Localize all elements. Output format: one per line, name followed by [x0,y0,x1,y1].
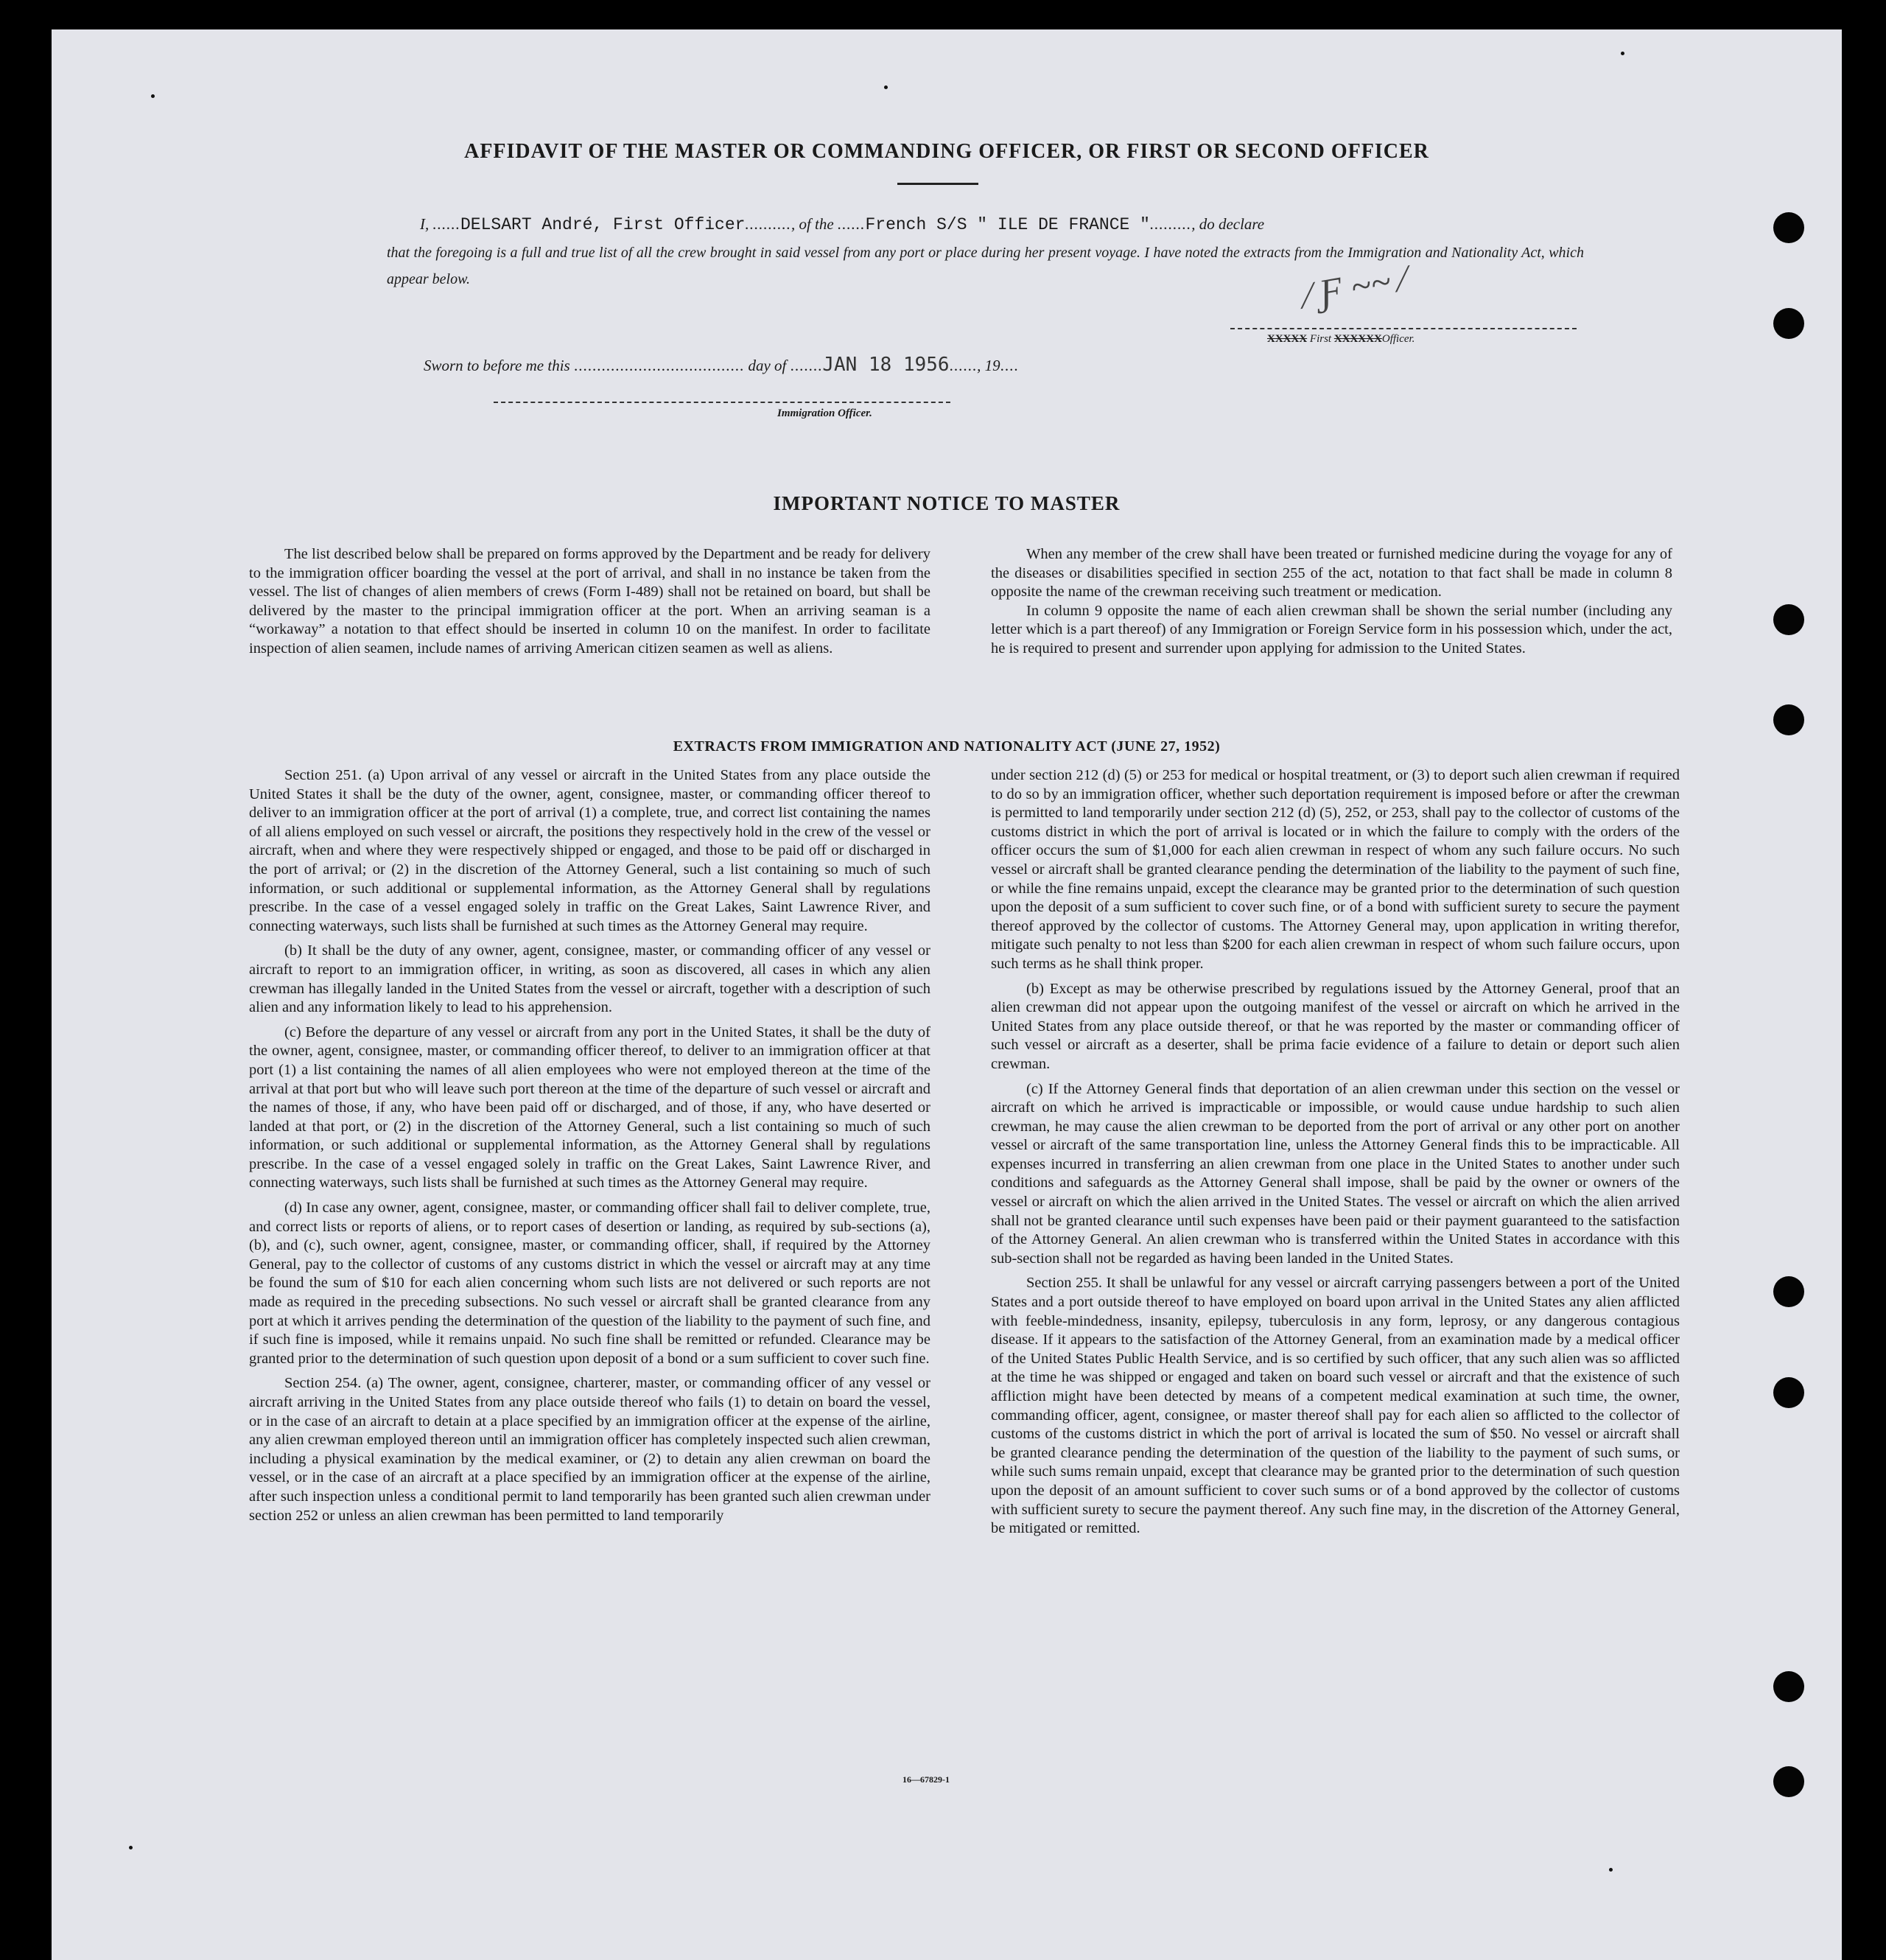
signature-caption: XXXXX First XXXXXXOfficer. [1267,333,1415,345]
punch-hole [1773,1276,1804,1307]
extracts-left-column [249,766,930,1525]
immigration-officer-line [494,402,950,403]
immigration-officer-label: Immigration Officer. [777,407,872,419]
punch-hole [1773,1671,1804,1702]
extracts-title: EXTRACTS FROM IMMIGRATION AND NATIONALITY ACT (JUNE 27, 1952) [673,738,1221,755]
extract-paragraph: (c) Before the departure of any vessel or aircraft from any port in the United States, it shall be the duty of the owner, agent, consignee, master, or commanding officer thereof, to deliver to an immigration officer at that port (1) a list containing the names of all alien employees who were not employed thereon at the time of the arrival at that port but who will leave such port thereon at the time of the departure of such vessel or aircraft and the names of those, if any, who have been paid off or discharged, and of those, if any, who have deserted or landed at that port, or (2) in the discretion of the Attorney General, such a list containing so much of such information, or such additional or supplemental information, as the Attorney General shall by regulations prescribe. In the case of a vessel engaged solely in traffic on the Great Lakes, Saint Lawrence River, and connecting waterways, such lists shall be furnished at such times as the Attorney General may require. [249,1023,930,1191]
notice-title: IMPORTANT NOTICE TO MASTER [773,492,1121,514]
notice-left-column [249,545,930,659]
i-label: I, [420,215,430,233]
extracts-right-column [991,766,1680,1539]
declaration-statement: that the foregoing is a full and true list of all the crew brought in said vessel from any port or place during her present voyage. I have noted the extracts from the Immigration and Nationality Act, which appear below. [387,245,1584,287]
scan-speck [1609,1868,1613,1872]
scan-speck [1621,52,1624,55]
form-number: 16—67829-1 [902,1774,950,1785]
extract-paragraph: (c) If the Attorney General finds that deportation of an alien crewman under this section on the vessel or aircraft on which he arrived is impracticable or impossible, or would cause undue hardship to such alien crewman, he may cause the alien crewman to be deported from the port of arrival or any other port on another vessel or aircraft of the same transportation line, unless the Attorney General finds this to be impracticable. All expenses incurred in transferring an alien crewman from one place in the United States to another under such conditions and safeguards as the Attorney General shall impose, shall be paid by the owner or owners of the vessel or aircraft on which the alien arrived in the United States. The vessel or aircraft on which the alien arrived shall not be granted clearance until such expenses have been paid or their payment guaranteed to the satisfaction of the Attorney General. An alien crewman who is transferred within the United States in accordance with this sub-section shall not be regarded as having been landed in the United States. [991,1080,1680,1267]
of-the-label: , of the [790,215,834,233]
punch-hole [1773,1766,1804,1797]
sworn-line: Sworn to before me this ..................................... day of .......JAN 18 1956......, 19.... [424,354,1019,376]
extract-paragraph: Section 254. (a) The owner, agent, consignee, charterer, master, or commanding officer of any vessel or aircraft arriving in the United States from any place outside thereof who fails (1) to detain on board the vessel, or in the case of an aircraft to detain at a place specified by an immigration officer at the expense of the airline, any alien crewman employed thereon until an immigration officer has completely inspected such alien crewman, including a physical examination by the medical examiner, or (2) to detain any alien crewman on board the vessel, or in the case of an aircraft at a place specified by an immigration officer at the expense of the airline, after such inspection unless a conditional permit to land temporarily has been granted such alien crewman under section 252 or unless an alien crewman has been permitted to land temporarily [249,1375,930,1524]
punch-hole [1773,704,1804,735]
extract-paragraph: (d) In case any owner, agent, consignee, master, or commanding officer shall fail to deliver complete, true, and correct lists or reports of aliens, or to report cases of desertion or landing, as required by sub-sections (a), (b), and (c), such owner, agent, consignee, master, or commanding officer, shall, if required by the Attorney General, pay to the collector of customs of any customs district in which the vessel or aircraft may at any time be found the sum of $10 for each alien concerning whom such lists are not delivered or such reports are not made as required in the preceding subsections. No such vessel or aircraft shall be granted clearance from any port at which it arrives pending the determination of the question of the liability to the payment of such fine, and if such fine is imposed, while it remains unpaid. No such fine shall be remitted or refunded. Clearance may be granted prior to the determination of such question upon deposit of a bond or a sum sufficient to cover such fine. [249,1200,930,1367]
extract-paragraph: under section 212 (d) (5) or 253 for medical or hospital treatment, or (3) to deport such alien crewman if required to do so by an immigration officer, whether such deportation requirement is imposed before or after the crewman is permitted to land temporarily under section 212 (d) (5), 252, or 253, shall pay to the collector of customs of the customs district in which the port of arrival is located or in which the failure to comply with the orders of the officer occurs the sum of $1,000 for each alien crewman in respect of whom any such failure occurs. No such vessel or aircraft shall be granted clearance pending the determination of the liability to the payment of such fine, or while the fine remains unpaid, except the clearance may be granted prior to the determination of such question upon the deposit of a sum sufficient to cover such fine, or of a bond with sufficient surety to secure the payment thereof approved by the collector of customs. The Attorney General may, upon application in writing therefor, mitigate such penalty to not less than $200 for each alien crewman in respect of whom such failure occurs, upon such terms as he shall think proper. [991,767,1680,972]
extract-paragraph: Section 251. (a) Upon arrival of any vessel or aircraft in the United States from any place outside the United States it shall be the duty of the owner, agent, consignee, master, or commanding officer thereof to deliver to an immigration officer at the port of arrival (1) a complete, true, and correct list containing the names of all aliens employed on such vessel or aircraft, the positions they respectively hold in the crew of the vessel or aircraft, when and where they were respectively shipped or engaged, and those to be paid off or discharged in the port of arrival; or (2) in the discretion of the Attorney General, such a list containing so much of such information, or such additional or supplemental information, as the Attorney General shall by regulations prescribe. In the case of a vessel engaged solely in traffic on the Great Lakes, Saint Lawrence River, and connecting waterways, such lists shall be furnished at such times as the Attorney General may require. [249,767,930,934]
notice-paragraph: In column 9 opposite the name of each alien crewman shall be shown the serial number (including any letter which is a part thereof) of any Immigration or Foreign Service form in his possession which, under the act, he is required to present and surrender upon applying for admission to the United States. [991,602,1672,657]
scan-speck [151,94,155,98]
document-page [52,29,1842,1960]
notice-right-column [991,545,1672,659]
scan-speck [129,1846,133,1849]
notice-paragraph: When any member of the crew shall have been treated or furnished medicine during the voyage for any of the diseases or disabilities specified in section 255 of the act, notation to that fact shall be made in column 8 opposite the name of the crewman receiving such treatment or medication. [991,546,1672,601]
affidavit-title: AFFIDAVIT OF THE MASTER OR COMMANDING OFFICER, OR FIRST OR SECOND OFFICER [464,140,1429,163]
do-declare-label: , do declare [1191,215,1265,233]
signature-line [1230,328,1577,329]
title-divider [897,183,978,185]
punch-hole [1773,212,1804,243]
punch-hole [1773,1377,1804,1408]
declaration-line: I, ......DELSART André, First Officer.........., of the ......French S/S " ILE DE FRANCE "........., do declare [420,215,1265,234]
scan-speck [884,85,888,89]
date-stamp: JAN 18 1956 [822,354,950,376]
handwritten-signature: ⁄ Ƒ ~~ ⁄ [1301,257,1409,316]
extract-paragraph: (b) Except as may be otherwise prescribed by regulations issued by the Attorney General, proof that an alien crewman did not appear upon the outgoing manifest of the vessel or aircraft on which he arrived in the United States from any place outside thereof, or that he was reported by the master or commanding officer of such vessel or aircraft as a deserter, shall be prima facie evidence of a failure to detain or deport such alien crewman. [991,980,1680,1072]
punch-hole [1773,308,1804,339]
officer-name: DELSART André, First Officer [460,215,746,234]
punch-hole [1773,604,1804,635]
extract-paragraph: Section 255. It shall be unlawful for any vessel or aircraft carrying passengers between a port of the United States and a port outside thereof to have employed on board upon arrival in the United States any alien afflicted with feeble-mindedness, insanity, epilepsy, tuberculosis in any form, leprosy, or any dangerous contagious disease. If it appears to the satisfaction of the Attorney General, from an examination made by a medical officer of the United States Public Health Service, and is so certified by such officer, that any such alien was so afflicted at the time he was shipped or engaged and taken on board such vessel or aircraft and that the existence of such affliction might have been detected by means of a competent medical examination at such time, the owner, commanding officer, agent, consignee, or master thereof shall pay for each alien so afflicted to the collector of customs of the customs district in which the port of arrival is located the sum of $50. No vessel or aircraft shall be granted clearance pending the determination of the question of the liability to the payment of such sums, or while such sums remain unpaid, except that clearance may be granted prior to the determination of such question upon the deposit of an amount sufficient to cover such sums or of a bond approved by the collector of customs with sufficient surety to secure the payment thereof. Any such fine may, in the discretion of the Attorney General, be mitigated or remitted. [991,1275,1680,1537]
extract-paragraph: (b) It shall be the duty of any owner, agent, consignee, master, or commanding officer of any vessel or aircraft to report to an immigration officer, in writing, as soon as discovered, all cases in which any alien crewman has illegally landed in the United States from the vessel or aircraft, together with a description of such alien and any information likely to lead to his apprehension. [249,942,930,1016]
vessel-name: French S/S " ILE DE FRANCE " [865,215,1150,234]
notice-paragraph: The list described below shall be prepared on forms approved by the Department and be ready for delivery to the immigration officer boarding the vessel at the port of arrival, and shall in no instance be taken from the vessel. The list of changes of alien members of crews (Form I-489) shall not be retained on board, but shall be delivered by the master to the principal immigration officer at the port. When an arriving seaman is a “workaway” a notation to that effect should be inserted in column 10 on the manifest. In order to facilitate inspection of alien seamen, include names of arriving American citizen seamen as well as aliens. [249,546,930,657]
